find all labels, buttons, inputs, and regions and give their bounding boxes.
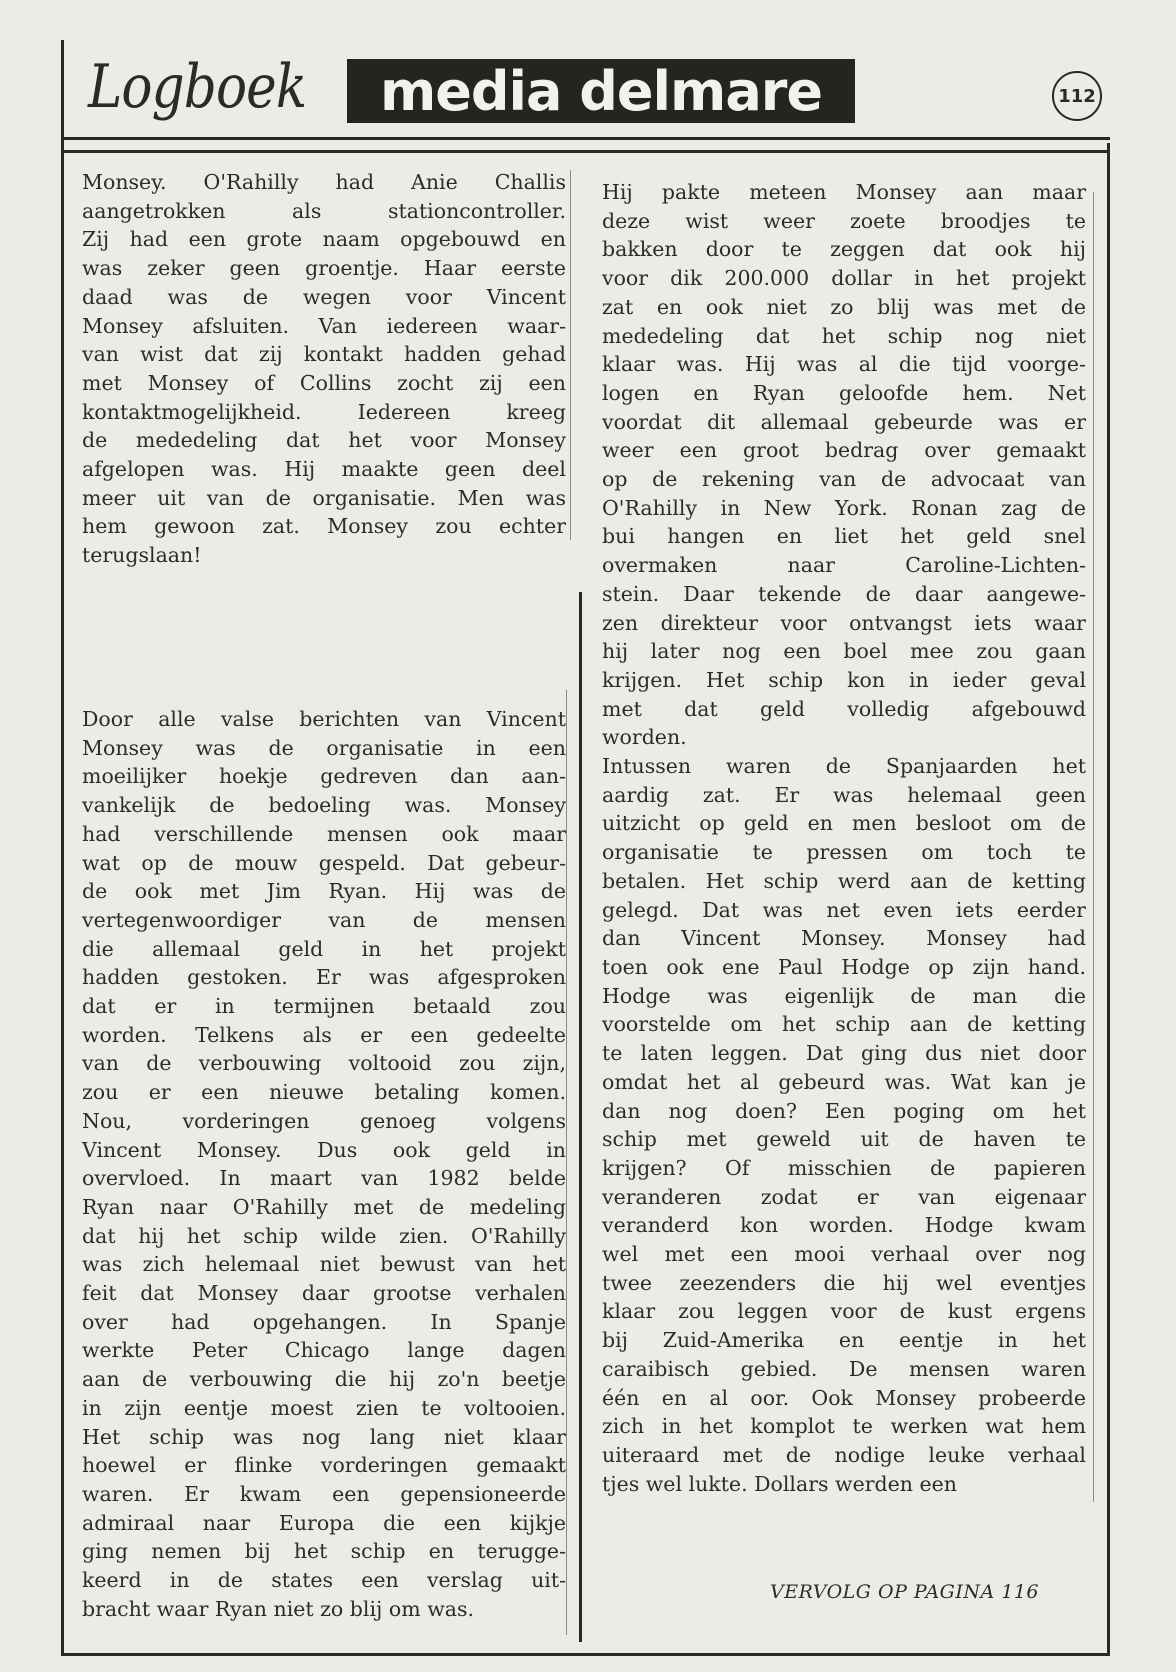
- text-line: hoewel er flinke vorderingen gemaakt: [82, 1453, 566, 1478]
- page-number-badge: 112: [1052, 71, 1102, 121]
- text-line: voorstelde om het schip aan de ketting: [602, 1012, 1086, 1037]
- text-line: afgelopen was. Hij maakte geen deel: [82, 457, 566, 482]
- logo-media-delmare: media delmare: [347, 59, 855, 123]
- text-line: dan nog doen? Een poging om het: [602, 1098, 1086, 1123]
- text-line: Vincent Monsey. Dus ook geld in: [82, 1137, 566, 1162]
- text-line: overvloed. In maart van 1982 belde: [82, 1166, 566, 1191]
- text-line: in zijn eentje moest zien te voltooien.: [82, 1395, 566, 1420]
- header-rule-upper: [61, 137, 1110, 140]
- frame-left-border: [61, 40, 64, 1656]
- text-line: toen ook ene Paul Hodge op zijn hand.: [602, 954, 1086, 979]
- text-line: feit dat Monsey daar grootse verhalen: [82, 1281, 566, 1306]
- text-line: zen direkteur voor ontvangst iets waar: [602, 610, 1086, 635]
- text-line: hij later nog een boel mee zou gaan: [602, 639, 1086, 664]
- text-line: worden.: [602, 725, 687, 750]
- text-line: bakken door te zeggen dat ook hij: [602, 237, 1086, 262]
- text-line: één en al oor. Ook Monsey probeerde: [602, 1385, 1086, 1410]
- text-line: bui hangen en liet het geld snel: [602, 524, 1086, 549]
- text-line: Hij pakte meteen Monsey aan maar: [602, 180, 1086, 204]
- text-line: daad was de wegen voor Vincent: [82, 284, 566, 309]
- text-line: uiteraard met de nodige leuke verhaal: [602, 1442, 1086, 1467]
- text-line: Intussen waren de Spanjaarden het: [602, 754, 1086, 779]
- column-divider: [579, 592, 582, 1642]
- text-line: vankelijk de bedoeling was. Monsey: [82, 793, 566, 818]
- text-line: met Monsey of Collins zocht zij een: [82, 370, 566, 395]
- text-line: twee zeezenders die hij wel eventjes: [602, 1270, 1086, 1295]
- text-line: krijgen. Het schip kon in ieder geval: [602, 667, 1086, 692]
- text-line: Zij had een grote naam opgebouwd en: [82, 227, 566, 252]
- text-line: deze wist weer zoete broodjes te: [602, 208, 1086, 233]
- text-line: Monsey afsluiten. Van iedereen waar-: [82, 313, 566, 338]
- frame-bottom-border: [61, 1653, 1110, 1656]
- text-line: gelegd. Dat was net even iets eerder: [602, 897, 1086, 922]
- text-line: op de rekening van de advocaat van: [602, 467, 1086, 492]
- text-line: admiraal naar Europa die een kijkje: [82, 1510, 566, 1535]
- text-line: Het schip was nog lang niet klaar: [82, 1424, 566, 1449]
- text-line: logen en Ryan geloofde hem. Net: [602, 380, 1086, 405]
- left-column-paragraph-1: [82, 168, 566, 570]
- text-line: die allemaal geld in het projekt: [82, 936, 566, 961]
- text-line: van wist dat zij kontakt hadden gehad: [82, 342, 566, 367]
- text-line: krijgen? Of misschien de papieren: [602, 1155, 1086, 1180]
- right-column-thin-rule: [1093, 192, 1094, 1502]
- text-line: aardig zat. Er was helemaal geen: [602, 782, 1086, 807]
- text-line: te laten leggen. Dat ging dus niet door: [602, 1041, 1086, 1066]
- text-line: de ook met Jim Ryan. Hij was de: [82, 879, 566, 904]
- text-line: aan de verbouwing die hij zo'n beetje: [82, 1367, 566, 1392]
- text-line: veranderen zodat er van eigenaar: [602, 1184, 1086, 1209]
- text-line: bracht waar Ryan niet zo blij om was.: [82, 1596, 475, 1621]
- text-line: terugslaan!: [82, 543, 202, 568]
- right-column-text: [602, 178, 1086, 1498]
- text-line: organisatie te pressen om toch te: [602, 840, 1086, 865]
- text-line: zat en ook niet zo blij was met de: [602, 294, 1086, 319]
- frame-right-border: [1107, 143, 1110, 1656]
- text-line: was zich helemaal niet bewust van het: [82, 1252, 566, 1277]
- text-line: zich in het komplot te werken wat hem: [602, 1414, 1086, 1439]
- text-line: worden. Telkens als er een gedeelte: [82, 1022, 566, 1047]
- text-line: voordat dit allemaal gebeurde was er: [602, 409, 1086, 434]
- text-line: kontaktmogelijkheid. Iedereen kreeg: [82, 399, 566, 424]
- text-line: moeilijker hoekje gedreven dan aan-: [82, 764, 566, 789]
- text-line: betalen. Het schip werd aan de ketting: [602, 868, 1086, 893]
- text-line: waren. Er kwam een gepensioneerde: [82, 1481, 566, 1506]
- text-line: aangetrokken als stationcontroller.: [82, 198, 566, 223]
- text-line: Ryan naar O'Rahilly met de medeling: [82, 1194, 566, 1219]
- text-line: weer een groot bedrag over gemaakt: [602, 438, 1086, 463]
- text-line: overmaken naar Caroline-Lichten-: [602, 553, 1086, 578]
- text-line: dan Vincent Monsey. Monsey had: [602, 926, 1086, 951]
- text-line: had verschillende mensen ook maar: [82, 821, 566, 846]
- text-line: hem gewoon zat. Monsey zou echter: [82, 514, 566, 539]
- text-line: Nou, vorderingen genoeg volgens: [82, 1108, 566, 1133]
- text-line: uitzicht op geld en men besloot om de: [602, 811, 1086, 836]
- text-line: O'Rahilly in New York. Ronan zag de: [602, 495, 1086, 520]
- header-rule-lower: [61, 150, 1110, 153]
- text-line: van de verbouwing voltooid zou zijn,: [82, 1051, 566, 1076]
- text-line: schip met geweld uit de haven te: [602, 1127, 1086, 1152]
- text-line: met dat geld volledig afgebouwd: [602, 696, 1086, 721]
- text-line: over had opgehangen. In Spanje: [82, 1309, 566, 1334]
- left-column-paragraph-2: [82, 705, 566, 1624]
- text-line: Door alle valse berichten van Vincent: [82, 707, 566, 731]
- left-column-thin-rule: [570, 170, 571, 540]
- continued-on-page-note: VERVOLG OP PAGINA 116: [770, 1581, 1040, 1603]
- text-line: klaar was. Hij was al die tijd voorge-: [602, 352, 1086, 377]
- text-line: wel met een mooi verhaal over nog: [602, 1242, 1086, 1267]
- text-line: hadden gestoken. Er was afgesproken: [82, 965, 566, 990]
- text-line: dat er in termijnen betaald zou: [82, 994, 566, 1019]
- text-line: Monsey was de organisatie in een: [82, 735, 566, 760]
- text-line: klaar zou leggen voor de kust ergens: [602, 1299, 1086, 1324]
- text-line: bij Zuid-Amerika en eentje in het: [602, 1328, 1086, 1353]
- text-line: keerd in de states een verslag uit-: [82, 1568, 566, 1593]
- text-line: was zeker geen groentje. Haar eerste: [82, 256, 566, 281]
- text-line: voor dik 200.000 dollar in het projekt: [602, 266, 1086, 291]
- text-line: tjes wel lukte. Dollars werden een: [602, 1471, 957, 1496]
- text-line: dat hij het schip wilde zien. O'Rahilly: [82, 1223, 566, 1248]
- text-line: mededeling dat het schip nog niet: [602, 323, 1086, 348]
- text-line: ging nemen bij het schip en terugge-: [82, 1539, 566, 1564]
- text-line: Monsey. O'Rahilly had Anie Challis: [82, 170, 566, 194]
- text-line: stein. Daar tekende de daar aangewe-: [602, 581, 1086, 606]
- text-line: werkte Peter Chicago lange dagen: [82, 1338, 566, 1363]
- logo-logboek: Logboek: [88, 52, 307, 122]
- text-line: vertegenwoordiger van de mensen: [82, 907, 566, 932]
- text-line: de mededeling dat het voor Monsey: [82, 428, 566, 453]
- text-line: caraibisch gebied. De mensen waren: [602, 1356, 1086, 1381]
- text-line: wat op de mouw gespeld. Dat gebeur-: [82, 850, 566, 875]
- text-line: meer uit van de organisatie. Men was: [82, 485, 566, 510]
- text-line: veranderd kon worden. Hodge kwam: [602, 1213, 1086, 1238]
- text-line: Hodge was eigenlijk de man die: [602, 983, 1086, 1008]
- left-column-thin-rule-lower: [566, 690, 567, 1635]
- text-line: zou er een nieuwe betaling komen.: [82, 1080, 566, 1105]
- text-line: omdat het al gebeurd was. Wat kan je: [602, 1069, 1086, 1094]
